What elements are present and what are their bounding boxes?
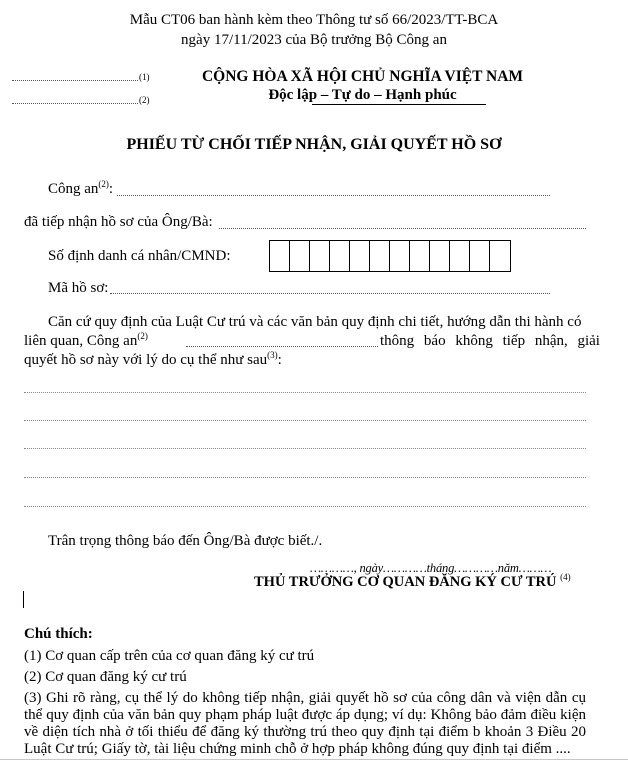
applicant-name-field[interactable]: [219, 228, 586, 229]
agency-note: (2): [139, 95, 150, 105]
nation-title: CỘNG HÒA XÃ HỘI CHỦ NGHĨA VIỆT NAM: [201, 68, 524, 85]
received-label: đã tiếp nhận hồ sơ của Ông/Bà:: [24, 214, 213, 230]
note-item-1: (1) Cơ quan cấp trên của cơ quan đăng ký cư trú: [24, 648, 315, 664]
reason-line[interactable]: [24, 448, 586, 449]
national-motto: Độc lập – Tự do – Hạnh phúc: [268, 87, 457, 103]
paragraph-line3-text: quyết hồ sơ này với lý do cụ thể như sau: [24, 352, 268, 368]
paragraph-police-field[interactable]: [186, 346, 378, 347]
paragraph-line3-note: (3): [267, 350, 278, 360]
id-digit-box[interactable]: [290, 241, 310, 271]
agency-superior-field[interactable]: [12, 80, 138, 81]
id-number-boxes[interactable]: [269, 240, 511, 272]
note-item-3-line1: (3) Ghi rõ ràng, cụ thể lý do không tiếp nhận, giải quyết hồ sơ của công dân và viện dẫn cụ: [24, 690, 586, 706]
id-digit-box[interactable]: [430, 241, 450, 271]
id-digit-box[interactable]: [350, 241, 370, 271]
record-code-field[interactable]: [110, 293, 550, 294]
date-line: …………, ngày…………tháng…………năm………: [310, 561, 552, 575]
reason-line[interactable]: [24, 506, 586, 507]
note-item-3-line3: về diện tích nhà ở tối thiểu để đăng ký thường trú theo quy định tại điểm b khoản 3 Điều 20: [24, 724, 586, 740]
record-code-label: Mã hồ sơ:: [48, 280, 109, 296]
id-digit-box[interactable]: [450, 241, 470, 271]
id-digit-box[interactable]: [270, 241, 290, 271]
id-digit-box[interactable]: [310, 241, 330, 271]
id-digit-box[interactable]: [330, 241, 350, 271]
paragraph-line2-end: thông báo không tiếp nhận, giải: [380, 333, 600, 349]
police-label-colon: :: [108, 181, 114, 197]
id-digit-box[interactable]: [490, 241, 510, 271]
reason-line[interactable]: [24, 477, 586, 478]
paragraph-police-text: liên quan, Công an: [24, 333, 138, 349]
note-item-3-line4: Luật Cư trú; Giấy tờ, tài liệu chứng minh chỗ ở hợp pháp không đúng quy định tại điểm ....: [24, 741, 571, 757]
id-digit-box[interactable]: [390, 241, 410, 271]
reason-line[interactable]: [24, 392, 586, 393]
id-digit-box[interactable]: [370, 241, 390, 271]
signer-title: [254, 574, 571, 591]
notes-heading: Chú thích:: [24, 626, 93, 642]
police-label-note: (2): [98, 179, 109, 189]
form-reference-line2: ngày 17/11/2023 của Bộ trưởng Bộ Công an: [181, 32, 447, 48]
paragraph-line1: Căn cứ quy định của Luật Cư trú và các văn bản quy định chi tiết, hướng dẫn thi hành có: [48, 314, 582, 330]
id-number-label: Số định danh cá nhân/CMND:: [48, 248, 231, 264]
note-item-2: (2) Cơ quan đăng ký cư trú: [24, 669, 187, 685]
id-digit-box[interactable]: [410, 241, 430, 271]
police-field[interactable]: [117, 195, 550, 196]
police-label-text: Công an: [48, 181, 99, 197]
paragraph-line3-colon: :: [277, 352, 282, 368]
page-bottom-edge: [0, 759, 628, 760]
signer-title-note: (4): [560, 572, 571, 583]
form-reference-line1: Mẫu CT06 ban hành kèm theo Thông tư số 66/2023/TT-BCA: [129, 12, 499, 28]
closing-text: Trân trọng thông báo đến Ông/Bà được biết./.: [48, 533, 323, 549]
paragraph-police-note: (2): [137, 331, 148, 341]
signer-title-text: THỦ TRƯỞNG CƠ QUAN ĐĂNG KÝ CƯ TRÚ: [254, 574, 557, 590]
text-cursor: [23, 591, 24, 608]
reason-line[interactable]: [24, 420, 586, 421]
police-label: [48, 181, 113, 198]
id-digit-box[interactable]: [470, 241, 490, 271]
document-title: PHIẾU TỪ CHỐI TIẾP NHẬN, GIẢI QUYẾT HỒ SƠ: [126, 136, 502, 153]
agency-field[interactable]: [12, 103, 138, 104]
paragraph-line3: [24, 352, 282, 369]
motto-underline: [312, 104, 486, 105]
note-item-3-line2: thể quy định của văn bản quy phạm pháp luật được áp dụng; ví dụ: Không bảo đảm điều kiện: [24, 707, 586, 723]
paragraph-line2-start: [24, 333, 148, 350]
agency-superior-note: (1): [139, 72, 150, 82]
